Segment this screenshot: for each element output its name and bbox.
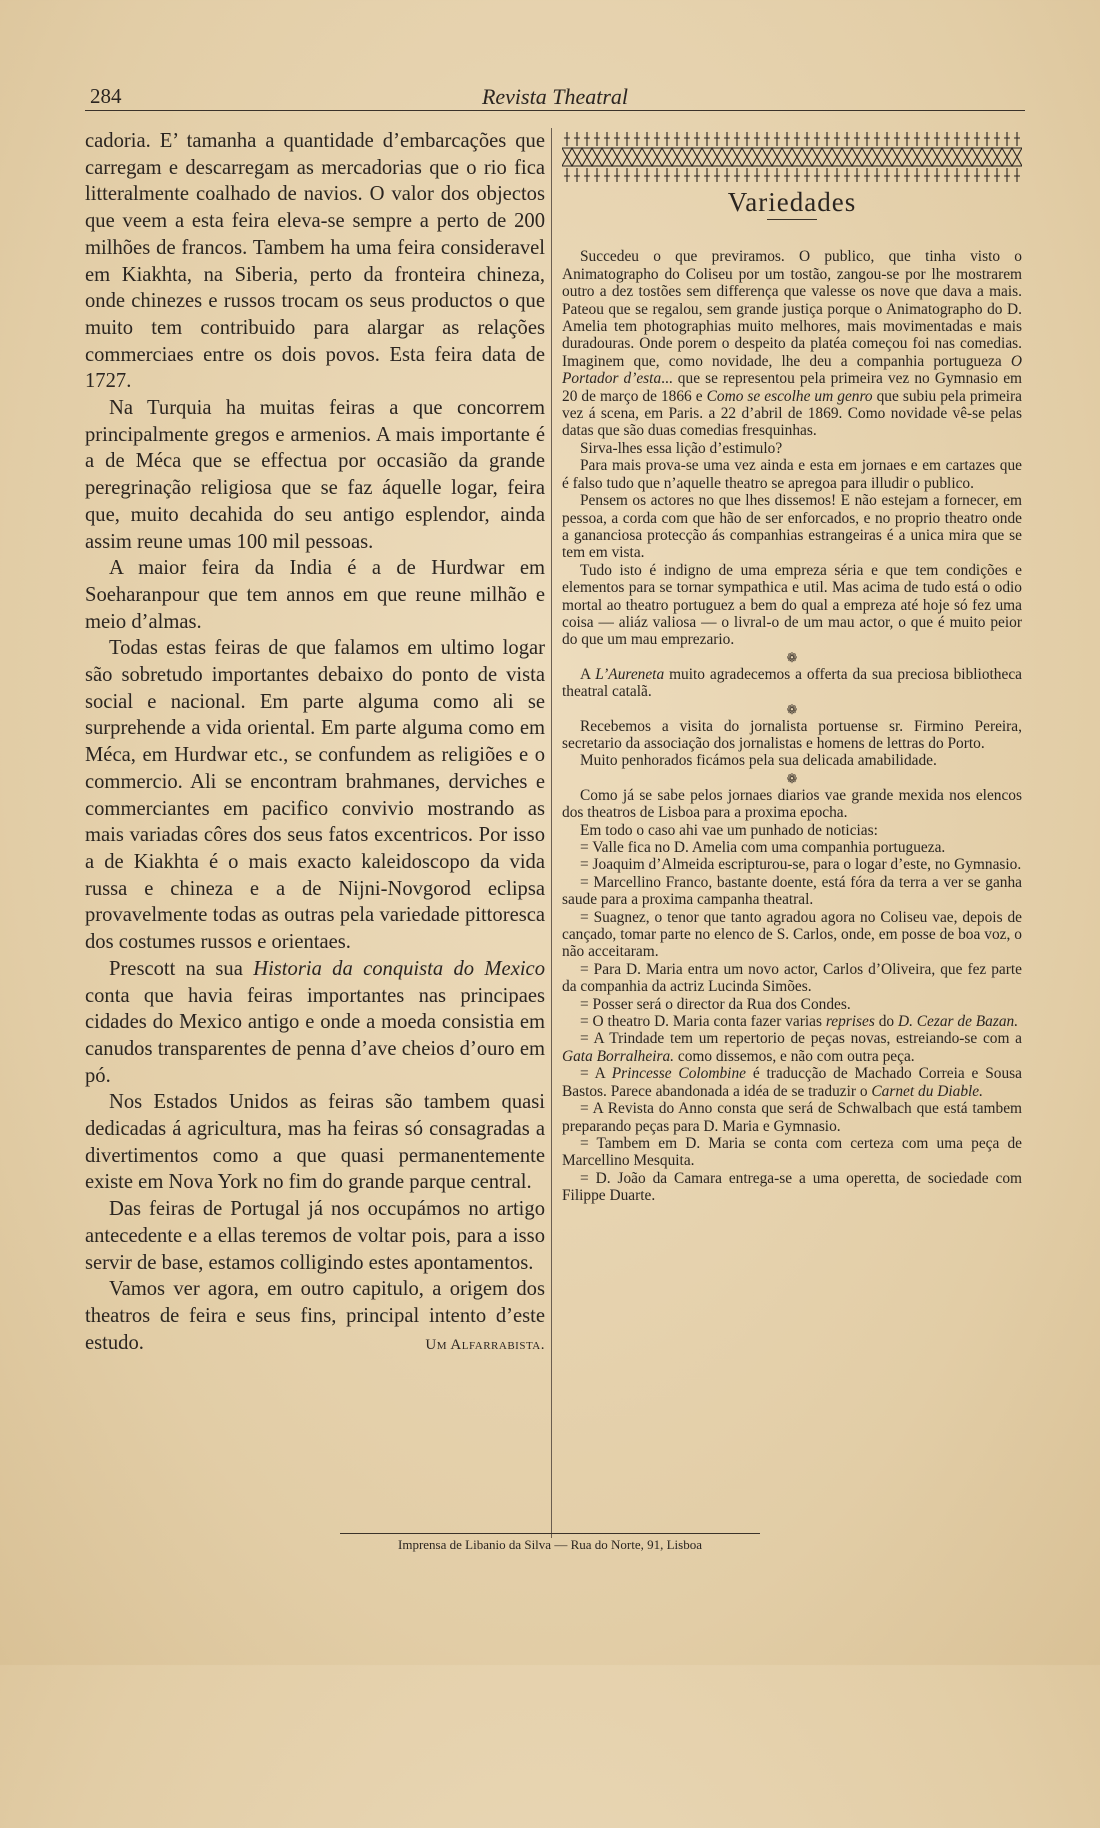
paragraph: cadoria. E’ tamanha a quantidade d’embarcações que carregam e descarregam as mercadorias que o rio fica litteralmente coalhado de navios. O valor dos objectos que veem a esta feira eleva-se sempre a perto de 200 milhões de francos. Tambem ha uma feira consideravel em Kiakhta, na Siberia, perto da fronteira chineza, onde chinezes e russos trocam os seus productos o que muito tem contribuido para alargar as relações commerciaes entre os dois povos. Esta feira data de 1727.	[85, 130, 545, 393]
column-divider	[551, 128, 552, 1538]
paragraph: Nos Estados Unidos as feiras são tambem quasi dedicadas á agricultura, mas ha feiras só consagradas a divertimentos como a que quasi permanentemente existe em Nova York no fim do grande parque central.	[85, 1091, 545, 1194]
paragraph: Succedeu o que previramos. O publico, que tinha visto o Animatographo do Coliseu por um tostão, zangou-se por lhe mostrarem outro a dez tostões sem differença que valesse os nove que dava a mais. Pateou que se regalou, sem grande justiça porque o Animatographo do D. Amelia tem photographias muito melhores, mais movimentadas e mais duradouras. Onde porem o despeito da platéa começou foi nas comedias. Imaginem que, como novidade, lhe deu a companhia portugueza O Portador d’esta... que se representou pela primeira vez no Gymnasio em 20 de março de 1866 e Como se escolhe um genro que subiu pela primeira vez á scena, em Paris. a 22 d’abril de 1869. Como novidade vê-se pelas datas que são duas comedias fresquinhas.	[562, 248, 1023, 440]
paragraph: A maior feira da India é a de Hurdwar em Soeharanpour que tem annos em que reune milhão e meio d’almas.	[85, 557, 545, 633]
running-title: Revista Theatral	[481, 84, 629, 109]
right-column	[562, 128, 1022, 1828]
news-item: = A Trindade tem um repertorio de peças novas, estreiando-se com a Gata Borralheira. como dissemos, e não com outra peça.	[562, 1030, 1022, 1065]
news-item: = D. João da Camara entrega-se a uma operetta, de sociedade com Filippe Duarte.	[562, 1169, 1022, 1205]
news-item: = Posser será o director da Rua dos Condes.	[580, 995, 851, 1013]
paragraph: Das feiras de Portugal já nos occupámos no artigo antecedente e a ellas teremos de voltar pois, para a isso servir de base, estamos colligindo estes apontamentos.	[85, 1198, 545, 1274]
news-item: = Joaquim d’Almeida escripturou-se, para o logar d’este, no Gymnasio.	[580, 856, 1022, 874]
flower-separator-icon: ❁	[786, 701, 798, 717]
paragraph: Prescott na sua Historia da conquista do Mexico conta que havia feiras importantes nas principaes cidades do Mexico antigo e onde a moeda consistia em canudos transparentes de penna d’ave cheios d’ouro em pó.	[85, 957, 545, 1087]
paragraph: Tudo isto é indigno de uma empreza séria e que tem condições e elementos para se tornar sympathica e util. Mas acima de tudo está o odio mortal ao theatro portuguez a bem do qual a empreza até hoje só fez uma coisa — aliáz valiosa — o livral-o de um mau actor, o que é muito peior do que um mau emprezario.	[562, 561, 1022, 649]
news-item: = Marcellino Franco, bastante doente, está fóra da terra a ver se ganha saude para a proxima campanha theatral.	[562, 873, 1022, 909]
paragraph: Em todo o caso ahi vae um punhado de noticias:	[580, 821, 878, 839]
paragraph: Recebemos a visita do jornalista portuense sr. Firmino Pereira, secretario da associação dos jornalistas e homens de lettras do Porto.	[562, 717, 1022, 752]
decorative-border-ornament	[562, 128, 1022, 186]
paragraph: Todas estas feiras de que falamos em ultimo logar são sobretudo importantes debaixo do ponto de vista social e nacional. Em parte alguma como ali se surprehende a vida oriental. Em parte alguma como em Méca, em Hurdwar etc., se confundem as religiões e o commercio. Ali se encontram brahmanes, derviches e commerciantes em pacifico convivio mostrando as mais variadas côres dos seus fatos excentricos. Por isso a de Kiakhta é o mais exacto kaleidoscopo da vida russa e chineza e a de Nijni-Novgorod eclipsa provavelmente todas as outras pela variedade pittoresca dos costumes russos e orientaes.	[85, 637, 545, 954]
title-rule	[767, 219, 817, 220]
news-item: = A Revista do Anno consta que será de Schwalbach que está tambem preparando peças para D. Maria e Gymnasio.	[562, 1100, 1022, 1135]
book-title: Historia da conquista do Mexico	[253, 957, 545, 980]
news-item: = A Princesse Colombine é traducção de Machado Correia e Sousa Bastos. Parece abandonada a idéa de se traduzir o Carnet du Diable.	[562, 1065, 1022, 1100]
page-header	[85, 84, 1025, 111]
author-signature: Um Alfarrabista.	[425, 1336, 545, 1353]
paragraph: Como já se sabe pelos jornaes diarios vae grande mexida nos elencos dos theatros de Lisboa para a proxima epocha.	[562, 786, 1022, 822]
publication-title: L’Aureneta	[595, 665, 665, 683]
news-item: = Para D. Maria entra um novo actor, Carlos d’Oliveira, que fez parte da companhia da actriz Lucinda Simões.	[562, 960, 1022, 996]
paragraph: A L’Aureneta muito agradecemos a offerta da sua preciosa bibliotheca theatral catalã.	[562, 665, 1022, 701]
left-column	[85, 128, 545, 1828]
flower-separator-icon: ❁	[786, 770, 798, 786]
paragraph: Na Turquia ha muitas feiras a que concorrem principalmente gregos e armenios. A mais importante é a de Méca que se effectua por occasião da grande peregrinação religiosa que se faz áquelle logar, feira que, muito decahida do seu antigo esplendor, ainda assim reune umas 100 mil pessoas.	[85, 397, 545, 553]
news-item: = Valle fica no D. Amelia com uma companhia portugueza.	[580, 839, 946, 856]
flower-separator-icon: ❁	[786, 649, 798, 665]
news-item: = Tambem em D. Maria se conta com certeza com uma peça de Marcellino Mesquita.	[562, 1134, 1022, 1170]
printer-imprint: Imprensa de Libanio da Silva — Rua do Norte, 91, Lisboa	[340, 1533, 760, 1553]
page-number: 284	[90, 84, 122, 108]
news-item: = O theatro D. Maria conta fazer varias reprises do D. Cezar de Bazan.	[580, 1013, 1019, 1031]
play-title: Como se escolhe um genro	[706, 387, 873, 405]
paragraph: Para mais prova-se uma vez ainda e esta em jornaes e em cartazes que é falso tudo que n’aquelle theatro se apregoa para illudir o publico.	[562, 457, 1022, 492]
paragraph: Muito penhorados ficámos pela sua delicada amabilidade.	[580, 752, 937, 770]
paragraph: Vamos ver agora, em outro capitulo, a origem dos theatros de feira e seus fins, principal intento d’este estudo. Um Alfarrabista.	[85, 1276, 545, 1356]
paragraph: Pensem os actores no que lhes dissemos! E não estejam a fornecer, em pessoa, a corda com que hão de ser enforcados, e no proprio theatro onde a gananciosa protecção ás companhias estrangeiras é a unica mira que se tem em vista.	[562, 492, 1022, 562]
play-title: O Portador d’esta	[562, 352, 1022, 388]
paragraph: Sirva-lhes essa lição d’estimulo?	[580, 439, 783, 457]
section-title: Variedades	[727, 187, 857, 217]
news-item: = Suagnez, o tenor que tanto agradou agora no Coliseu vae, depois de cançado, tomar parte no elenco de S. Carlos, onde, em posse de boa voz, o não acceitaram.	[562, 908, 1022, 961]
